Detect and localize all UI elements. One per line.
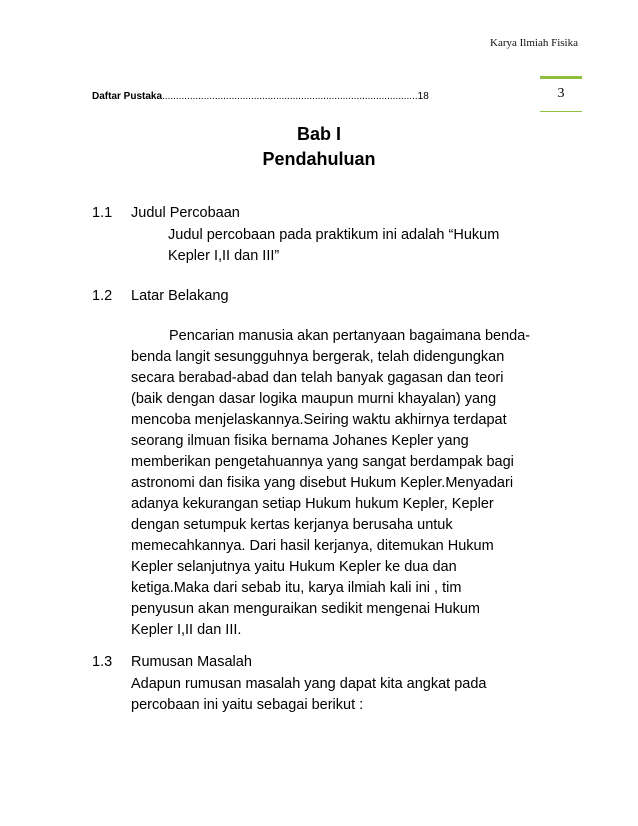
text-line: benda langit sesungguhnya bergerak, telah didengungkan <box>131 349 505 365</box>
section-body-1-3 <box>131 674 487 716</box>
section-number-1-3: 1.3 <box>92 654 113 670</box>
text-line: Judul percobaan pada praktikum ini adalah “Hukum <box>168 227 500 243</box>
section-title-1-1: Judul Percobaan <box>131 205 240 221</box>
text-line: secara berabad-abad dan telah banyak gagasan dan teori <box>131 370 504 386</box>
text-line: astronomi dan fisika yang disebut Hukum Kepler.Menyadari <box>131 475 514 491</box>
text-line: Kepler I,II dan III. <box>131 622 242 638</box>
section-body-1-2 <box>131 326 530 641</box>
text-line: memberikan pengetahuannya yang sangat berdampak bagi <box>131 454 514 470</box>
toc-label: Daftar Pustaka <box>92 91 163 102</box>
page-number-top-rule <box>540 76 582 79</box>
chapter-title: Pendahuluan <box>262 149 376 169</box>
section-title-1-2: Latar Belakang <box>131 288 229 304</box>
text-line: adanya kekurangan setiap Hukum hukum Kepler, Kepler <box>131 496 494 512</box>
header-title: Karya Ilmiah Fisika <box>490 37 578 49</box>
text-line: ketiga.Maka dari sebab itu, karya ilmiah kali ini , tim <box>131 580 462 596</box>
section-body-1-1 <box>168 225 499 267</box>
toc-entry <box>92 91 462 102</box>
text-line: (baik dengan dasar logika maupun murni khayalan) yang <box>131 391 497 407</box>
text-line: penyusun akan menguraikan sedikit mengenai Hukum <box>131 601 481 617</box>
toc-dots: ............................................................................................ <box>162 91 418 102</box>
page-number-bottom-rule <box>540 111 582 112</box>
text-line: Pencarian manusia akan pertanyaan bagaimana benda- <box>169 328 531 344</box>
text-line: memecahkannya. Dari hasil kerjanya, ditemukan Hukum <box>131 538 494 554</box>
toc-page: 18 <box>417 91 429 102</box>
page-number-box <box>540 76 582 112</box>
chapter-number: Bab I <box>296 124 341 144</box>
page-number: 3 <box>557 86 565 101</box>
section-number-1-1: 1.1 <box>92 205 113 221</box>
text-line: Kepler I,II dan III” <box>168 248 280 264</box>
text-line: seorang ilmuan fisika bernama Johanes Kepler yang <box>131 433 469 449</box>
text-line: Kepler selanjutnya yaitu Hukum Kepler ke dua dan <box>131 559 457 575</box>
text-line: dengan setumpuk kertas kerjanya berusaha untuk <box>131 517 453 533</box>
text-line: mencoba menjelaskannya.Seiring waktu akhirnya terdapat <box>131 412 507 428</box>
text-line: percobaan ini yaitu sebagai berikut : <box>131 697 364 713</box>
section-number-1-2: 1.2 <box>92 288 113 304</box>
section-title-1-3: Rumusan Masalah <box>131 654 252 670</box>
text-line: Adapun rumusan masalah yang dapat kita angkat pada <box>131 676 487 692</box>
